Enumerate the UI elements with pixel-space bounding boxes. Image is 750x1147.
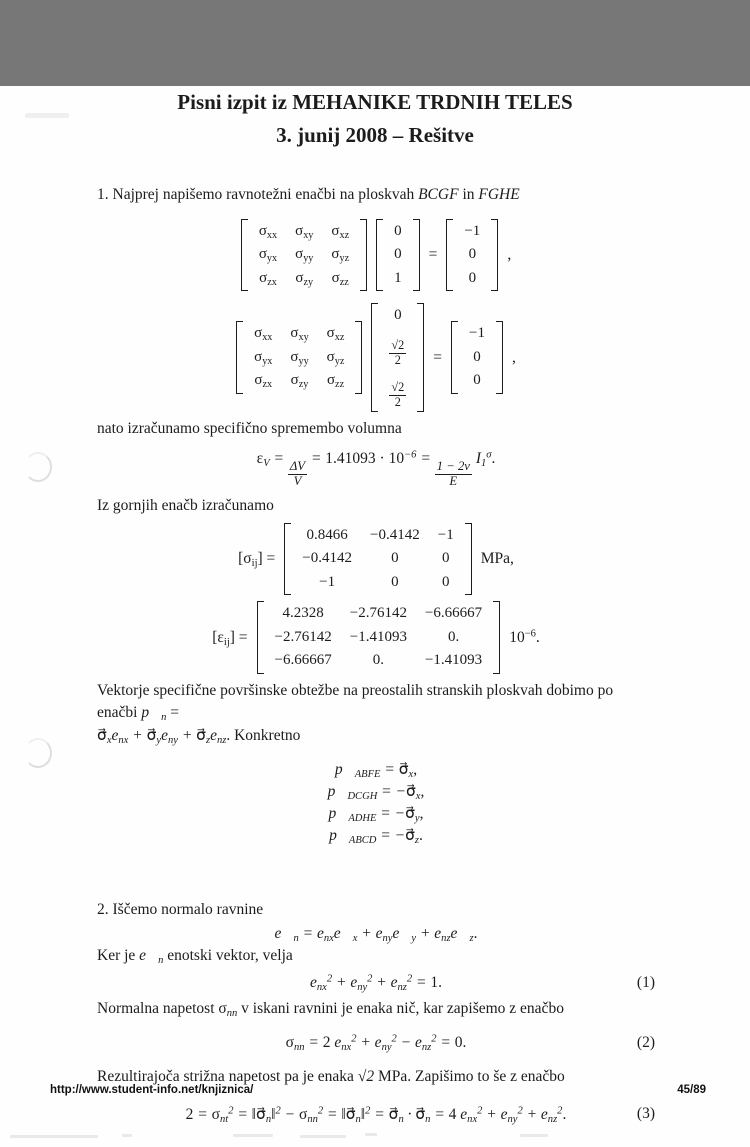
strain-matrix-result [97,601,655,674]
title-line-1: Pisni izpit iz MEHANIKE TRDNIH TELES [177,90,573,114]
equation-3: $2 = \sigma_{nt}^2$ = $‖\sigma⃗_n‖^2 - \sigma_{nn}^2$ = $‖\sigma⃗_n‖^2$ = $\sigma⃗_n$ · $\sigma⃗_n = 4$ $e_{nx}^2 + e_{ny}^2 + e_{nz}^2$. [185,1105,567,1125]
equation-3-row [97,1105,655,1124]
title-line-2: 3. junij 2008 – Rešitve [276,122,474,147]
shear-stress-text: Rezultirajoča strižna napetost pa je enaka √2 MPa. Zapišimo to še z enačbo [97,1068,565,1086]
equation-1-number: (1) [636,973,655,991]
page-number: 45/89 [677,1084,706,1096]
scan-edge-mark [122,1134,132,1137]
p-equation: $p⃗_{ADHE}$ = $-\sigma⃗_y$, [328,805,424,825]
comma: , [512,348,516,366]
stress-tensor-matrix: $\sigma_{xx}$ $\sigma_{xy}$ $\sigma_{xz}$ $\sigma_{yx}$ $\sigma_{yy}$ $\sigma_{yz}$ $\sigma_{zx}$ $\sigma_{zy}$ $\sigma_{zz}$ [241,219,367,292]
traction-vector-2: −1 0 0 [451,321,503,394]
equilibrium-equation-2 [97,303,655,412]
equation-2: $\sigma_{nn} = 2$ $e_{nx}^2 + e_{ny}^2 - e_{nz}^2 = 0$. [285,1033,467,1054]
section1-intro: 1. Najprej napišemo ravnotežni enačbi na ploskvah BCGF in FGHE [97,186,520,204]
traction-vectors-text-line1: Vektorje specifične površinske obtežbe na preostalih stranskih ploskvah dobimo po enačbi $p⃗_n$ = [97,681,614,724]
traction-vector-1: −1 0 0 [446,219,498,292]
stress-matrix-result [97,523,655,596]
scan-footer [0,1084,750,1100]
comma: , [507,245,512,263]
page-title [0,86,750,151]
normal-vector-2: 0 $\frac{√2}{2}$ $\frac{√2}{2}$ [371,303,424,412]
from-above-text: Iz gornjih enačb izračunamo [97,496,274,514]
sigma-matrix-values: 0.8466 −0.4142 −1 −0.4142 0 0 −1 0 0 [284,523,471,596]
epsilon-matrix-unit: $10^{-6}$. [509,628,540,646]
normal-stress-text: Normalna napetost $\sigma_{nn}$ v iskani ravnini je enaka nič, kar zapišemo z enačbo [97,999,564,1019]
p-equation: $p⃗_{ABCD}$ = $-\sigma⃗_z$. [329,827,423,847]
sigma-matrix-label: $[\sigma_{ij}]$ = [238,550,276,570]
volumetric-strain-equation: $\varepsilon_V$ = $\frac{\Delta V}{V}$ = $1.41093 \cdot 10^{-6}$ = $\frac{1 - 2\nu}{E}$ $I_1^\sigma$. [256,449,496,488]
equals-sign: = [428,245,438,263]
unit-vector-text: Ker je $e⃗_n$ enotski vektor, velja [97,947,293,967]
scan-edge-mark [10,1135,98,1138]
normal-direction-equation: $e⃗_n$ = $e_{nx}e⃗_x$ + $e_{ny}e⃗_y$ + $e_{nz}e⃗_z$. [274,924,478,945]
equation-1: $e_{nx}^2 + e_{ny}^2 + e_{nz}^2 = 1$. [310,973,442,993]
sigma-matrix-unit: MPa, [480,550,514,568]
section2-intro: 2. Iščemo normalo ravnine [97,901,264,919]
volume-change-text: nato izračunamo specifično spremembo volumna [97,420,402,438]
traction-vector-equations [97,759,655,847]
equation-3-number: (3) [636,1105,655,1123]
scan-edge-mark [300,1135,346,1138]
traction-vectors-text-line2: $\sigma⃗_xe_{nx}$ + $\sigma⃗_ye_{ny}$ + $\sigma⃗_ze_{nz}$. Konkretno [97,726,301,747]
scan-smudge-artifact [25,113,69,118]
epsilon-matrix-label: $[\varepsilon_{ij}]$ = [212,628,248,648]
scan-edge-mark [233,1134,273,1137]
stress-tensor-matrix: $\sigma_{xx}$ $\sigma_{xy}$ $\sigma_{xz}$ $\sigma_{yx}$ $\sigma_{yy}$ $\sigma_{yz}$ $\sigma_{zx}$ $\sigma_{zy}$ $\sigma_{zz}$ [236,321,362,394]
equation-1-row [97,974,655,992]
scan-edge-mark [365,1133,377,1136]
equals-sign: = [433,348,443,366]
source-url: http://www.student-info.net/knjiznica/ [50,1084,254,1096]
punch-hole-artifact [24,452,52,482]
equilibrium-equation-1 [97,219,655,292]
scan-edge-mark [520,1134,548,1137]
punch-hole-artifact [24,738,52,768]
document-page [0,86,750,1147]
equation-2-number: (2) [636,1034,655,1052]
equation-2-row [97,1034,655,1052]
p-equation: $p⃗_{DCGH}$ = $-\sigma⃗_x$, [327,783,425,803]
normal-vector-1: 0 0 1 [376,219,420,292]
p-equation: $p⃗_{ABFE}$ = $\sigma⃗_x$, [334,761,418,781]
epsilon-matrix-values: 4.2328 −2.76142 −6.66667 −2.76142 −1.41093 0. −6.66667 0. −1.41093 [257,601,501,674]
